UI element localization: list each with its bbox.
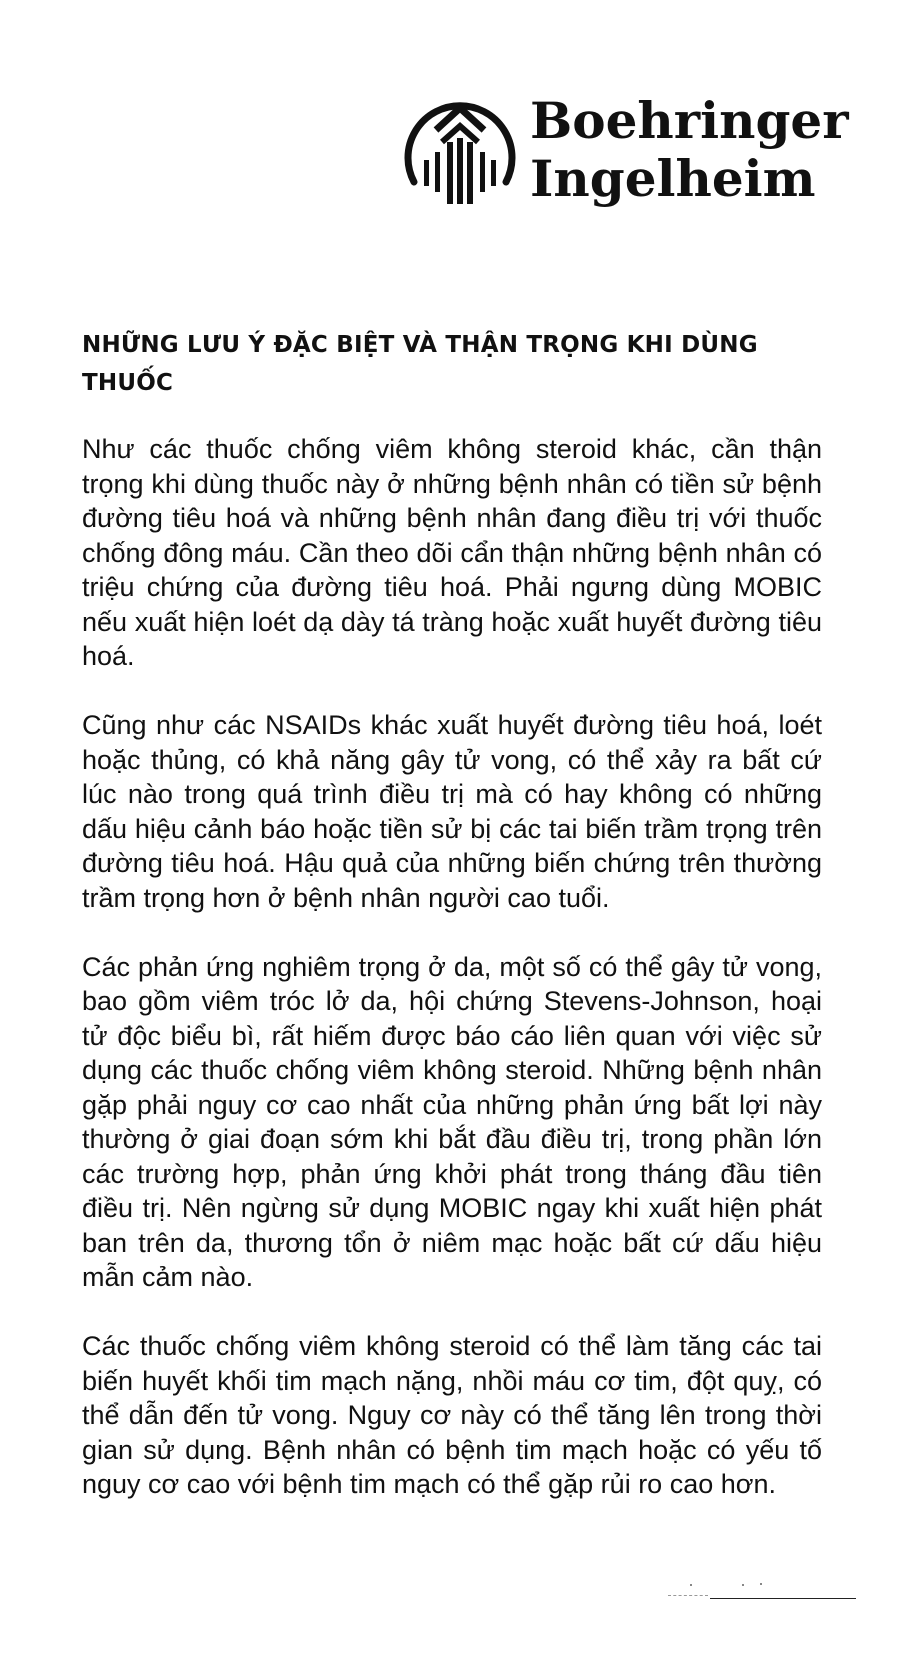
brand-name-line2: Ingelheim — [530, 149, 816, 208]
section-body — [82, 432, 822, 1536]
scan-speck — [760, 1583, 762, 1585]
footer-rule — [710, 1598, 856, 1599]
brand-name-line1: Boehringer — [530, 91, 849, 150]
scan-speck — [690, 1584, 692, 1586]
brand-name — [530, 92, 849, 208]
paragraph-nsaid-bleeding: Cũng như các NSAIDs khác xuất huyết đường tiêu hoá, loét hoặc thủng, có khả năng gây tử vong, có thể xảy ra bất cứ lúc nào trong quá trình điều trị mà có hay không có những dấu hiệu cảnh báo hoặc tiền sử bị các tai biến trầm trọng trên đường tiêu hoá. Hậu quả của những biến chứng trên thường trầm trọng hơn ở bệnh nhân người cao tuổi. — [82, 710, 822, 913]
paragraph-gi-caution: Như các thuốc chống viêm không steroid khác, cần thận trọng khi dùng thuốc này ở những bệnh nhân có tiền sử bệnh đường tiêu hoá và những bệnh nhân đang điều trị với thuốc chống đông máu. Cần theo dõi cẩn thận những bệnh nhân có triệu chứng của đường tiêu hoá. Phải ngưng dùng MOBIC nếu xuất hiện loét dạ dày tá tràng hoặc xuất huyết đường tiêu hoá. — [82, 434, 822, 671]
section-heading: NHỮNG LƯU Ý ĐẶC BIỆT VÀ THẬN TRỌNG KHI DÙNG THUỐC — [82, 332, 758, 396]
paragraph-cardiovascular-risk: Các thuốc chống viêm không steroid có thể làm tăng các tai biến huyết khối tim mạch nặng, nhồi máu cơ tim, đột quỵ, có thể dẫn đến tử vong. Nguy cơ này có thể tăng lên trong thời gian sử dụng. Bệnh nhân có bệnh tim mạch hoặc có yếu tố nguy cơ cao với bệnh tim mạch có thể gặp rủi ro cao hơn. — [82, 1331, 822, 1499]
paragraph-skin-reactions: Các phản ứng nghiêm trọng ở da, một số có thể gây tử vong, bao gồm viêm tróc lở da, hội chứng Stevens-Johnson, hoại tử độc biểu bì, rất hiếm được báo cáo liên quan với việc sử dụng các thuốc chống viêm không steroid. Những bệnh nhân gặp phải nguy cơ cao nhất của những phản ứng bất lợi này thường ở giai đoạn sớm khi bắt đầu điều trị, trong phần lớn các trường hợp, phản ứng khởi phát trong tháng đầu tiên điều trị. Nên ngừng sử dụng MOBIC ngay khi xuất hiện phát ban trên da, thương tổn ở niêm mạc hoặc bất cứ dấu hiệu mẫn cảm nào. — [82, 951, 822, 1292]
boehringer-ingelheim-logo-icon — [400, 86, 520, 212]
footer-dashes — [668, 1595, 708, 1596]
scan-speck — [742, 1584, 744, 1586]
brand-logo — [400, 86, 849, 216]
